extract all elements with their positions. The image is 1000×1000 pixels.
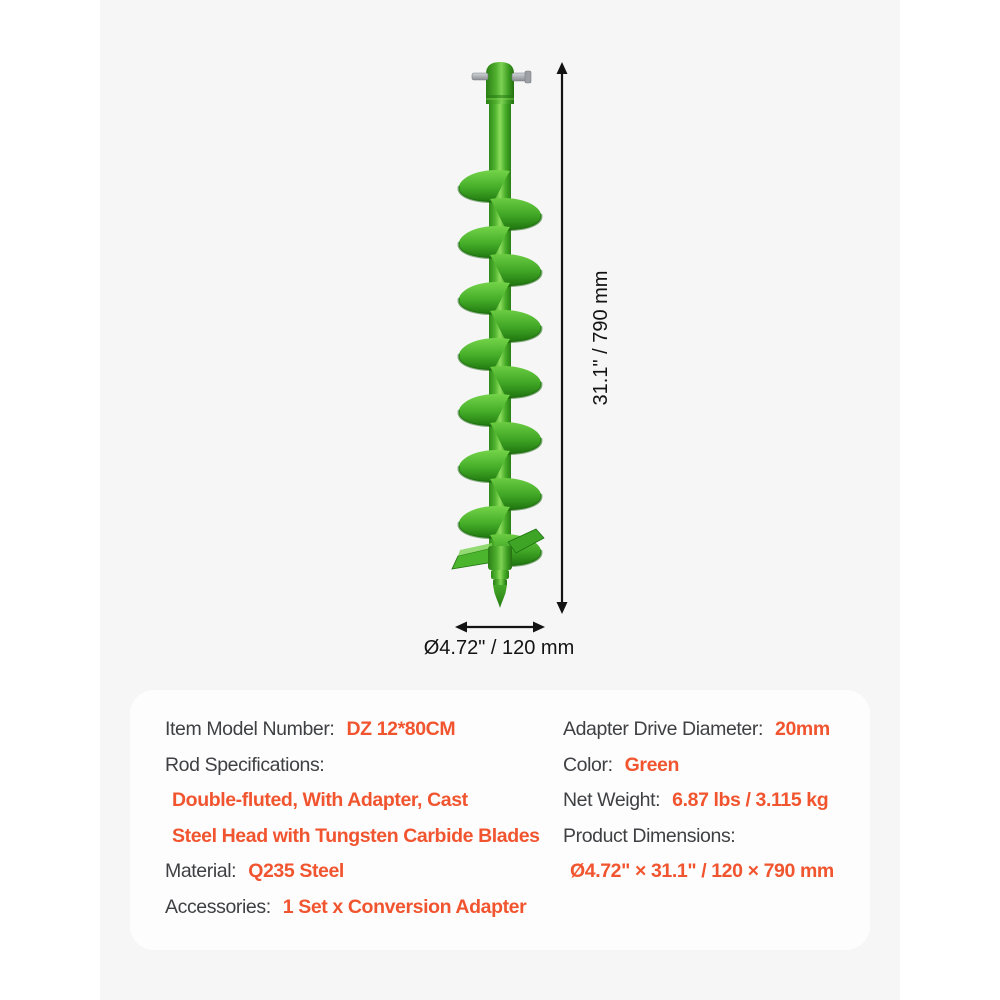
spec-label: Adapter Drive Diameter: bbox=[563, 718, 763, 740]
spec-label: Rod Specifications: bbox=[165, 753, 325, 776]
spec-label: Product Dimensions: bbox=[563, 824, 736, 847]
height-dimension-arrow bbox=[557, 62, 568, 614]
spec-column-left bbox=[165, 712, 563, 950]
spec-row-rod-spec-value-line2 bbox=[165, 819, 563, 855]
spec-label: Net Weight: bbox=[563, 789, 661, 811]
diameter-dimension-label: Ø4.72" / 120 mm bbox=[423, 637, 575, 659]
spec-panel bbox=[130, 690, 870, 950]
spec-value: 6.87 lbs / 3.115 kg bbox=[672, 789, 829, 811]
spec-column-right bbox=[563, 712, 870, 950]
spec-row-model-number bbox=[165, 712, 563, 748]
spec-row-color bbox=[563, 748, 870, 784]
spec-label: Color: bbox=[563, 753, 613, 776]
spec-row-net-weight bbox=[563, 783, 870, 819]
spec-row-accessories bbox=[165, 890, 563, 926]
height-dimension-label: 31.1" / 790 mm bbox=[590, 270, 612, 406]
spec-value: 1 Set x Conversion Adapter bbox=[282, 895, 527, 918]
spec-label: Item Model Number: bbox=[165, 718, 335, 740]
spec-row-rod-specifications bbox=[165, 748, 563, 784]
spec-label: Material: bbox=[165, 860, 237, 882]
spec-value: Ø4.72" × 31.1" / 120 × 790 mm bbox=[570, 860, 834, 882]
spec-value: Green bbox=[624, 753, 680, 776]
spec-row-rod-spec-value-line1 bbox=[165, 783, 563, 819]
auger-flight bbox=[459, 170, 542, 566]
auger-tip bbox=[488, 546, 512, 608]
spec-value: Steel Head with Tungsten Carbide Blades bbox=[172, 824, 540, 847]
spec-row-product-dimensions bbox=[563, 819, 870, 855]
spec-row-material bbox=[165, 854, 563, 890]
photo-backdrop bbox=[100, 0, 900, 1000]
auger-adapter bbox=[486, 62, 514, 104]
diameter-dimension-arrow bbox=[455, 622, 545, 633]
spec-value: Q235 Steel bbox=[248, 860, 344, 882]
spec-value: Double-fluted, With Adapter, Cast bbox=[172, 789, 468, 811]
spec-row-adapter-drive-diameter bbox=[563, 712, 870, 748]
spec-value: 20mm bbox=[775, 718, 830, 740]
spec-value: DZ 12*80CM bbox=[346, 718, 456, 740]
spec-row-product-dimensions-value bbox=[563, 854, 870, 890]
spec-label: Accessories: bbox=[165, 895, 271, 918]
